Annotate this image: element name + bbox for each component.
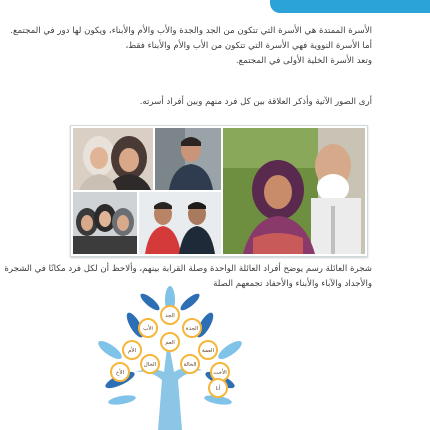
medallion-mother [123, 341, 141, 359]
svg-text:العمة: العمة [202, 348, 214, 354]
medallion-maternal-uncle [141, 355, 159, 373]
grandparents-photo [223, 128, 365, 254]
svg-text:الأب: الأب [143, 326, 153, 332]
svg-text:الخال: الخال [143, 362, 157, 368]
text-line: وتعد الأسرة الخلية الأولى في المجتمع. [235, 56, 372, 66]
header-accent-bar [270, 0, 430, 13]
svg-text:الجدة: الجدة [185, 326, 199, 332]
svg-text:أنا: أنا [215, 386, 221, 392]
medallion-grandfather [161, 306, 179, 324]
svg-text:الخالة: الخالة [183, 362, 197, 368]
svg-text:الأخ: الأخ [115, 370, 125, 376]
svg-text:الأخت: الأخت [213, 370, 227, 376]
text-line: أما الأسرة النووية فهي الأسرة التي تتكون من الأب والأم والأبناء فقط، [125, 41, 372, 51]
medallion-uncle [161, 333, 179, 351]
medallion-grandmother [183, 319, 201, 337]
medallion-aunt [199, 341, 217, 359]
medallion-me [209, 379, 227, 397]
svg-text:الأم: الأم [127, 348, 137, 354]
text-line: الأسرة الممتدة هي الأسرة التي تتكون من الجد والجدة والأب والأم والأبناء، ويكون لها دور في المجتمع. [10, 26, 372, 36]
svg-text:الجد: الجد [165, 313, 175, 319]
medallion-maternal-aunt [181, 355, 199, 373]
family-tree-diagram [80, 280, 260, 430]
medallion-father [139, 319, 157, 337]
text-line: والأجداد والآباء والأبناء والأحفاد تجمعهم الصلة [213, 279, 372, 289]
text-line: شجرة العائلة رسم يوضح أفراد العائلة الواحدة وصلة القرابة بينهم، وألاحظ أن لكل فرد مكانًا في الشجرة [4, 264, 372, 274]
sisters-photo [73, 192, 137, 254]
tree-trunk [135, 340, 202, 430]
instruction-paragraph [57, 95, 372, 110]
text-line: أرى الصور الآتية وأذكر العلاقة بين كل فرد منهم وبين أفراد أسرته. [139, 97, 372, 107]
intro-paragraph [10, 24, 372, 69]
svg-text:العم: العم [165, 340, 175, 346]
father-photo [155, 128, 221, 190]
mother-photo [73, 128, 153, 190]
medallion-brother [111, 363, 129, 381]
brothers-photo [139, 192, 221, 254]
family-photos-grid [70, 125, 368, 257]
